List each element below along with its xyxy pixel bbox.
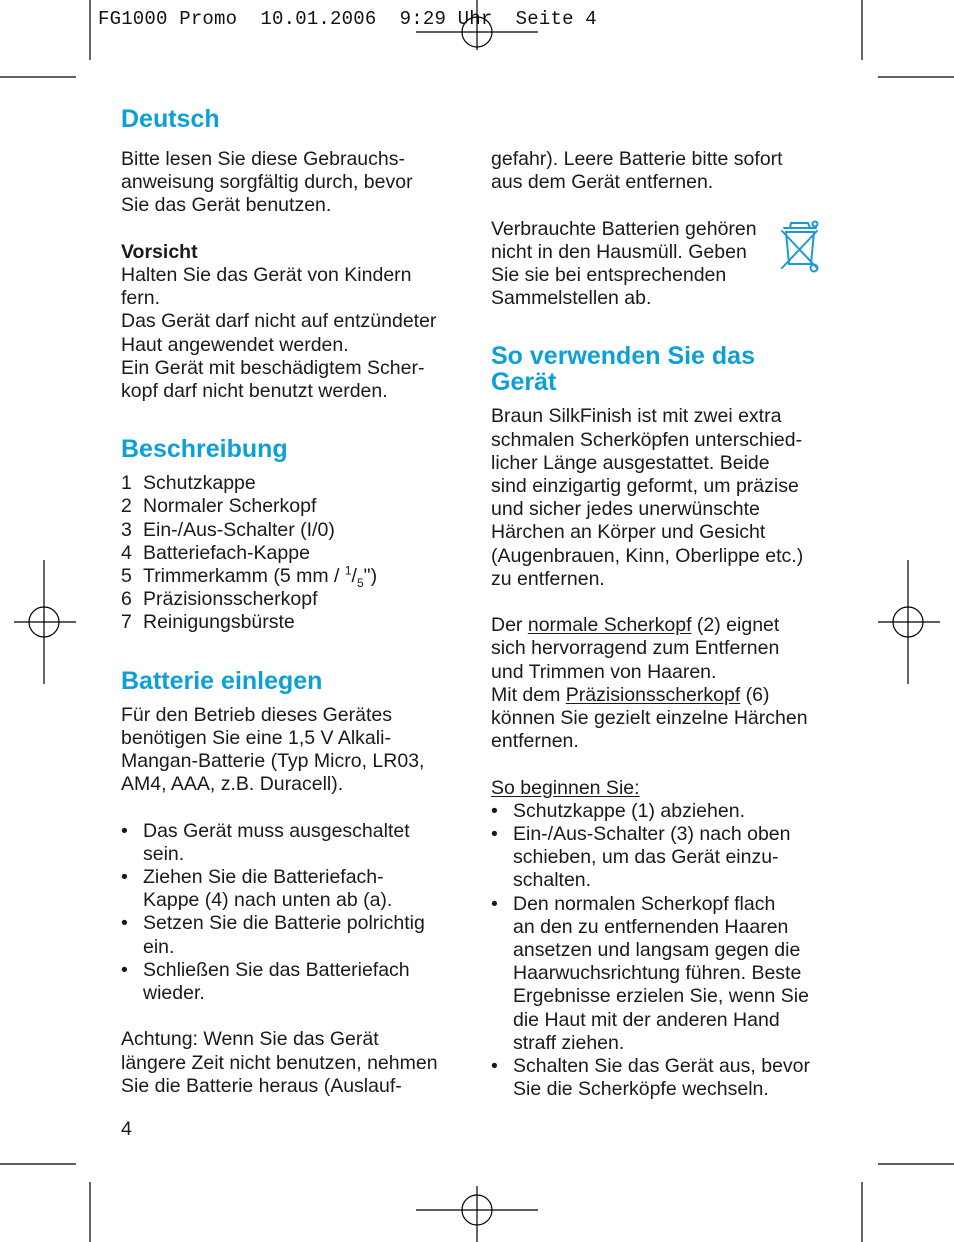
- section-title-deutsch: Deutsch: [121, 105, 220, 133]
- page-number: 4: [121, 1118, 132, 1140]
- crossed-out-wheelie-bin-icon: [779, 218, 823, 276]
- battery-steps: [121, 820, 471, 1006]
- normal-head-line: Der normale Scherkopf (2) eignet: [491, 614, 780, 637]
- list-item: 4 Batteriefach-Kappe: [121, 541, 310, 564]
- list-item: 2 Normaler Scherkopf: [121, 495, 317, 518]
- disposal-line: Sie sie bei entsprechenden: [491, 264, 727, 286]
- warning-cont-line: aus dem Gerät entfernen.: [491, 171, 714, 194]
- usage-line: schmalen Scherköpfen unterschied-: [491, 428, 803, 451]
- usage-line: licher Länge ausgestattet. Beide: [491, 451, 770, 474]
- caution-line: fern.: [121, 287, 161, 310]
- list-item: • Ziehen Sie die Batteriefach- Kappe (4) nach unten ab (a).: [121, 866, 393, 912]
- normal-head-term: normale Scherkopf: [527, 614, 692, 637]
- normal-line: sich hervorragend zum Entfernen: [491, 637, 780, 660]
- disposal-paragraph: [491, 218, 841, 311]
- usage-line: und sicher jedes unerwünschte: [491, 498, 760, 521]
- list-item: • Ein-/Aus-Schalter (3) nach oben schieben, um das Gerät einzu- schalten.: [491, 823, 791, 892]
- usage-line: zu entfernen.: [491, 567, 605, 590]
- disposal-line: Sammelstellen ab.: [491, 287, 652, 310]
- caution-title: Vorsicht: [121, 240, 198, 263]
- right-column: [491, 148, 841, 1101]
- caution-line: Ein Gerät mit beschädigtem Scher-: [121, 356, 425, 379]
- intro-line: anweisung sorgfältig durch, bevor: [121, 171, 413, 194]
- intro-line: Bitte lesen Sie diese Gebrauchs-: [121, 148, 405, 170]
- normal-line: und Trimmen von Haaren.: [491, 660, 717, 683]
- list-item: • Das Gerät muss ausgeschaltet sein.: [121, 819, 410, 865]
- intro-line: Sie das Gerät benutzen.: [121, 194, 332, 217]
- caution-line: Halten Sie das Gerät von Kindern: [121, 264, 412, 286]
- warning-cont-line: gefahr). Leere Batterie bitte sofort: [491, 148, 783, 170]
- battery-intro-line: benötigen Sie eine 1,5 V Alkali-: [121, 726, 391, 749]
- precision-head-line: Mit dem Präzisionsscherkopf (6): [491, 683, 770, 706]
- start-title: So beginnen Sie:: [491, 776, 640, 799]
- section-title-beschreibung: Beschreibung: [121, 435, 288, 464]
- usage-line: Härchen an Körper und Gesicht: [491, 521, 766, 544]
- battery-intro-line: Für den Betrieb dieses Gerätes: [121, 703, 392, 726]
- warning-line: Achtung: Wenn Sie das Gerät: [121, 1028, 379, 1051]
- warning-line: längere Zeit nicht benutzen, nehmen: [121, 1051, 438, 1074]
- caution-line: kopf darf nicht benutzt werden.: [121, 380, 388, 403]
- list-item: 7 Reinigungsbürste: [121, 611, 295, 634]
- usage-line: (Augenbrauen, Kinn, Oberlippe etc.): [491, 544, 804, 567]
- precision-line: entfernen.: [491, 730, 579, 753]
- caution-line: Das Gerät darf nicht auf entzündeter: [121, 310, 437, 333]
- usage-line: sind einzigartig geformt, um präzise: [491, 475, 799, 498]
- usage-line: Braun SilkFinish ist mit zwei extra: [491, 405, 782, 428]
- left-column: [121, 105, 471, 1098]
- list-item: 3 Ein-/Aus-Schalter (I/0): [121, 518, 335, 541]
- warning-line: Sie die Batterie heraus (Auslauf-: [121, 1074, 402, 1097]
- list-item: • Schutzkappe (1) abziehen.: [491, 799, 745, 822]
- battery-intro-line: AM4, AAA, z.B. Duracell).: [121, 773, 344, 796]
- print-slug: FG1000 Promo 10.01.2006 9:29 Uhr Seite 4: [98, 8, 597, 30]
- section-title-batterie: Batterie einlegen: [121, 666, 323, 695]
- list-item: • Setzen Sie die Batterie polrichtig ein.: [121, 912, 425, 958]
- list-item: 6 Präzisionsscherkopf: [121, 588, 318, 611]
- precision-head-term: Präzisionsscherkopf: [565, 683, 741, 706]
- start-steps: [491, 800, 841, 1102]
- list-item: 1 Schutzkappe: [121, 472, 256, 495]
- list-item: 5 Trimmerkamm (5 mm / $^1/_5$"): [121, 563, 378, 590]
- disposal-line: Verbrauchte Batterien gehören: [491, 217, 757, 240]
- list-item: • Den normalen Scherkopf flach an den zu entfernenden Haaren ansetzen und langsam gegen die Haarwuchsrichtung führen. Beste Ergebnisse erzielen Sie, wenn Sie die Haut mit der anderen Hand straff ziehen.: [491, 892, 809, 1054]
- caution-line: Haut angewendet werden.: [121, 333, 349, 356]
- parts-list: [121, 472, 471, 634]
- battery-intro-line: Mangan-Batterie (Typ Micro, LR03,: [121, 750, 425, 773]
- list-item: • Schalten Sie das Gerät aus, bevor Sie die Scherköpfe wechseln.: [491, 1055, 811, 1101]
- list-item: • Schließen Sie das Batteriefach wieder.: [121, 958, 410, 1005]
- disposal-line: nicht in den Hausmüll. Geben: [491, 240, 747, 263]
- section-title-usage: So verwenden Sie das Gerät: [491, 342, 755, 397]
- precision-line: können Sie gezielt einzelne Härchen: [491, 707, 808, 730]
